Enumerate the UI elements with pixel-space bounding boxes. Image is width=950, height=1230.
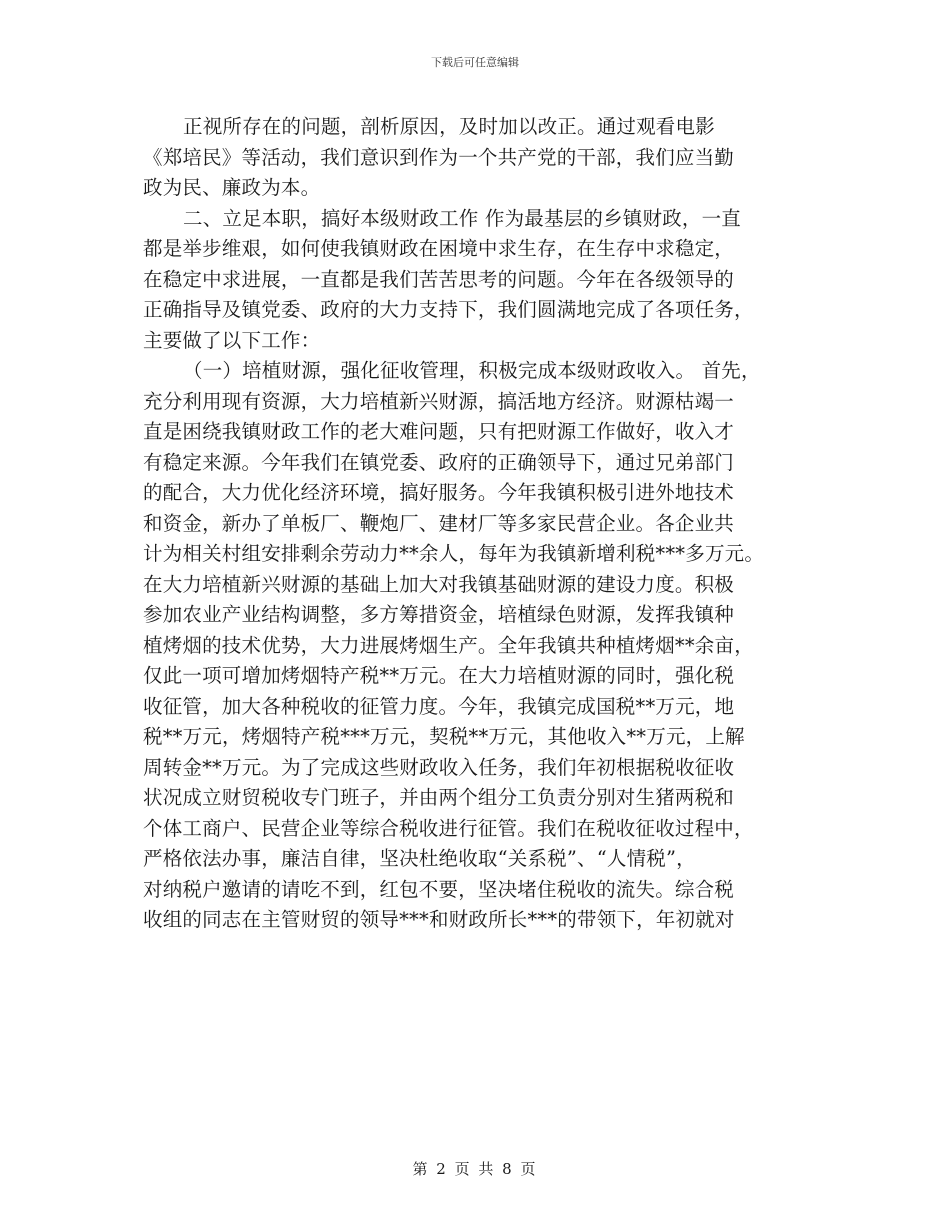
text-line: 状况成立财贸税收专门班子，并由两个组分工负责分别对生猪两税和 xyxy=(143,786,735,809)
text-line: 的配合，大力优化经济环境，搞好服务。今年我镇积极引进外地技术 xyxy=(143,481,735,504)
text-line: 二、立足本职，搞好本级财政工作 作为最基层的乡镇财政，一直 xyxy=(183,206,741,230)
text-line: 都是举步维艰，如何使我镇财政在困境中求生存，在生存中求稳定， xyxy=(143,237,735,260)
text-line: 在稳定中求进展，一直都是我们苦苦思考的问题。今年在各级领导的 xyxy=(143,267,735,291)
page-number: 第 2 页 共 8 页 xyxy=(412,1160,538,1178)
text-line: 正视所存在的问题，剖析原因，及时加以改正。通过观看电影 xyxy=(183,115,715,138)
text-line: 参加农业产业结构调整，多方筹措资金，培植绿色财源，发挥我镇种 xyxy=(143,603,735,626)
text-line: 正确指导及镇党委、政府的大力支持下，我们圆满地完成了各项任务， xyxy=(143,298,754,321)
text-line: 对纳税户邀请的请吃不到，红包不要，坚决堵住税收的流失。综合税 xyxy=(143,877,735,901)
text-line: 个体工商户、民营企业等综合税收进行征管。我们在税收征收过程中， xyxy=(143,816,754,840)
text-line: 和资金，新办了单板厂、鞭炮厂、建材厂等多家民营企业。各企业共 xyxy=(143,511,735,535)
document-body xyxy=(143,112,833,936)
text-line: 周转金**万元。为了完成这些财政收入任务，我们年初根据税收征收 xyxy=(143,755,735,779)
page-header: 下载后可任意编辑 xyxy=(431,56,519,69)
text-line: 在大力培植新兴财源的基础上加大对我镇基础财源的建设力度。积极 xyxy=(143,572,735,596)
text-line: 税**万元，烤烟特产税***万元，契税**万元，其他收入**万元，上解 xyxy=(143,725,745,748)
text-line: 直是困绕我镇财政工作的老大难问题，只有把财源工作做好，收入才 xyxy=(143,420,735,443)
text-line: 严格依法办事，廉洁自律，坚决杜绝收取“关系税”、“人情税”， xyxy=(143,847,696,870)
text-line: 充分利用现有资源，大力培植新兴财源，搞活地方经济。财源枯竭一 xyxy=(143,389,735,413)
text-line: 《郑培民》等活动，我们意识到作为一个共产党的干部，我们应当勤 xyxy=(143,145,735,169)
text-line: 计为相关村组安排剩余劳动力**余人，每年为我镇新增利税***多万元。 xyxy=(143,542,765,565)
text-line: （一）培植财源，强化征收管理，积极完成本级财政收入。 首先， xyxy=(183,359,761,382)
text-line: 有稳定来源。今年我们在镇党委、政府的正确领导下，通过兄弟部门 xyxy=(143,450,735,474)
text-line: 植烤烟的技术优势，大力进展烤烟生产。全年我镇共种植烤烟**余亩， xyxy=(143,633,754,657)
text-line: 收征管，加大各种税收的征管力度。今年，我镇完成国税**万元，地 xyxy=(143,694,735,718)
text-line: 主要做了以下工作： xyxy=(143,328,321,352)
text-line: 政为民、廉政为本。 xyxy=(143,176,321,199)
text-line: 收组的同志在主管财贸的领导***和财政所长***的带领下，年初就对 xyxy=(143,908,735,931)
text-line: 仅此一项可增加烤烟特产税**万元。在大力培植财源的同时，强化税 xyxy=(143,664,735,687)
